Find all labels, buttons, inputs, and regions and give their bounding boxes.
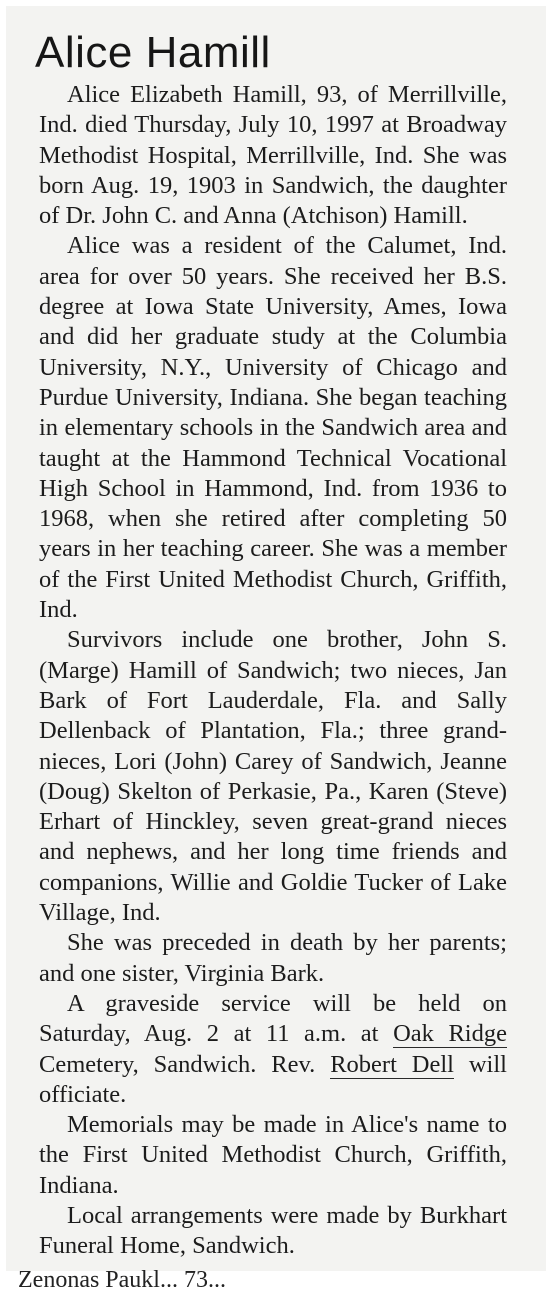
- obituary-paragraph-memorials: Memorials may be made in Alice's name to the First United Methodist Church, Griffith, Indiana.: [39, 1111, 507, 1199]
- service-text-middle: Cemetery, Sandwich. Rev.: [39, 1050, 331, 1078]
- obituary-paragraph-death-and-birth: Alice Elizabeth Hamill, 93, of Merrillville, Ind. died Thursday, July 10, 1997 at Broadway Methodist Hospital, Merrillville, Ind. She was born Aug. 19, 1903 in Sandwich, the daughter of Dr. John C. and Anna (Atchison) Hamill.: [39, 81, 507, 230]
- cut-off-next-obituary-fragment: Zenonas Paukl... 73...: [18, 1267, 226, 1293]
- obituary-paragraph-career: Alice was a resident of the Calumet, Ind. area for over 50 years. She received her B.S. degree at Iowa State University, Ames, Iowa and did her graduate study at the Columbia University, N.Y., University of Chicago and Purdue University, Indiana. She began teaching in elementary schools in the Sandwich area and taught at the Hammond Technical Vocational High School in Hammond, Ind. from 1936 to 1968, when she retired after completing 50 years in her teaching career. She was a member of the First United Methodist Church, Griffith, Ind.: [39, 232, 507, 624]
- newspaper-clipping: [6, 6, 546, 1271]
- obituary-paragraph-arrangements: Local arrangements were made by Burkhart Funeral Home, Sandwich.: [39, 1201, 507, 1260]
- service-text-intro: A graveside service will be held on Saturday, Aug. 2 at 11 a.m. at: [39, 989, 507, 1048]
- officiant-name: Robert Dell: [330, 1050, 454, 1078]
- obituary-paragraph-service: [39, 989, 507, 1110]
- obituary-paragraph-survivors: Survivors include one brother, John S. (Marge) Hamill of Sandwich; two nieces, Jan Bark of Fort Lauderdale, Fla. and Sally Dellenback of Plantation, Fla.; three grand-nieces, Lori (John) Carey of Sandwich, Jeanne (Doug) Skelton of Perkasie, Pa., Karen (Steve) Erhart of Hinckley, seven great-grand nieces and nephews, and her long time friends and companions, Willie and Goldie Tucker of Lake Village, Ind.: [39, 626, 507, 927]
- obituary-headline: Alice Hamill: [35, 28, 271, 77]
- obituary-body: [39, 80, 507, 1262]
- obituary-paragraph-preceded-in-death: She was preceded in death by her parents; and one sister, Virginia Bark.: [39, 929, 507, 987]
- cemetery-name: Oak Ridge: [393, 1020, 507, 1048]
- service-text-end: will officiate.: [39, 1050, 507, 1108]
